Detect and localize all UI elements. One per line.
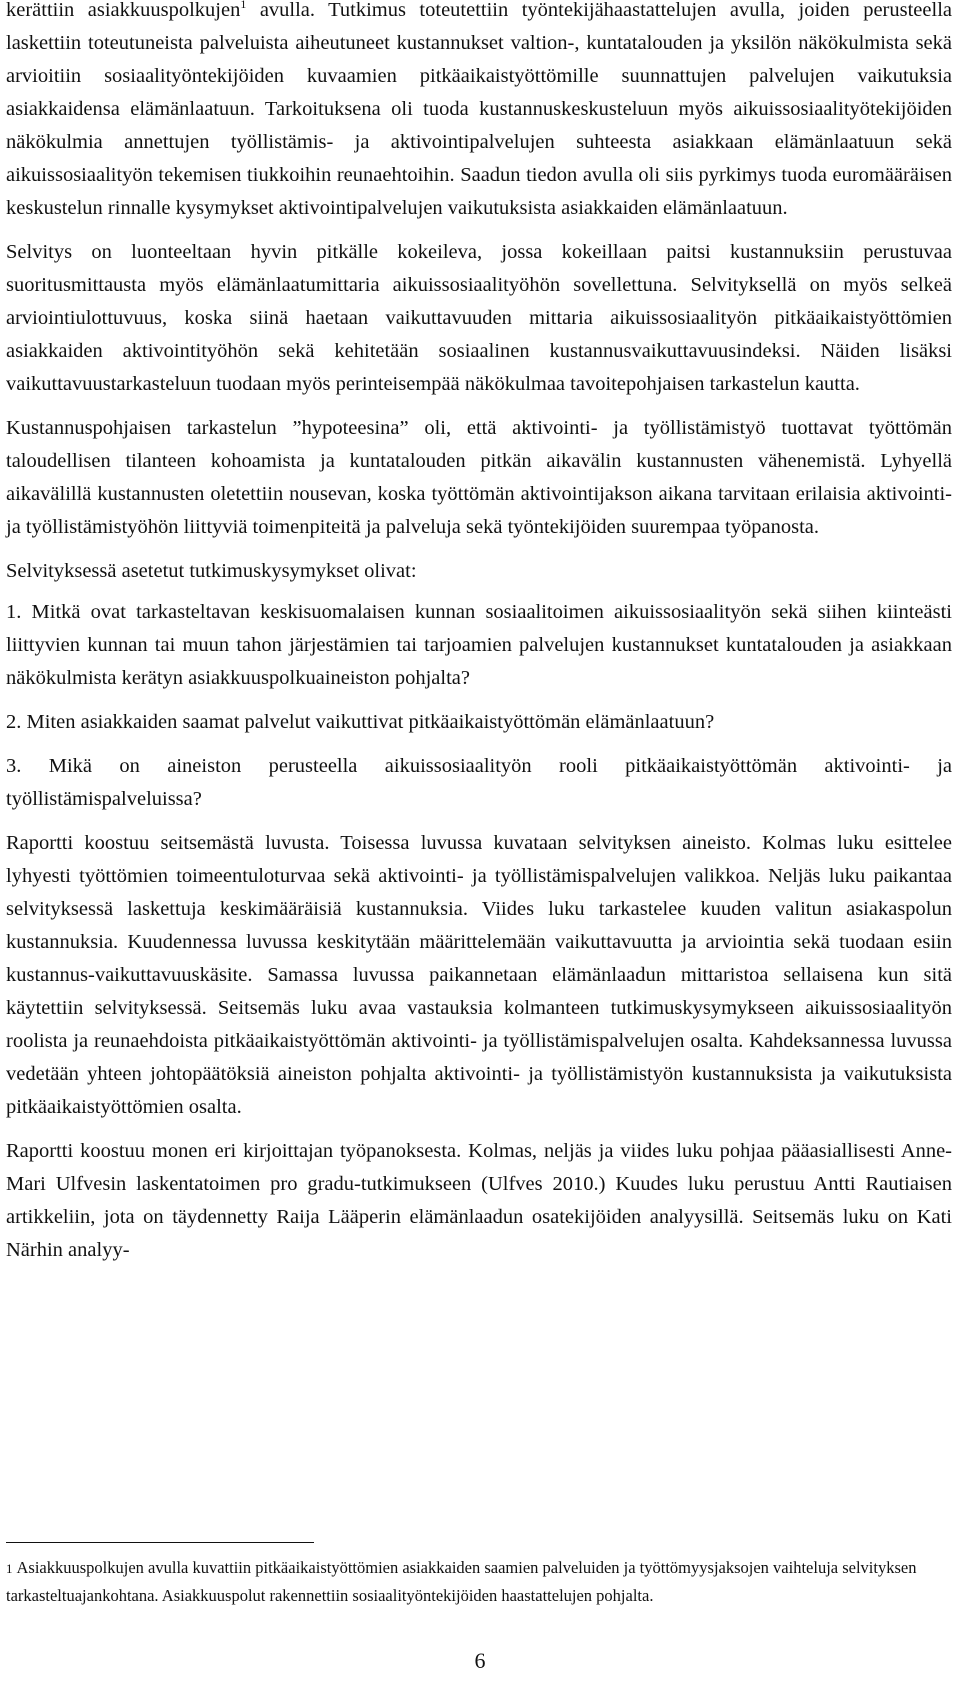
paragraph bbox=[6, 596, 952, 695]
footnote-separator bbox=[6, 1542, 314, 1543]
paragraph bbox=[6, 555, 952, 588]
page-number: 6 bbox=[474, 1648, 486, 1673]
paragraph-text: avulla. Tutkimus toteutettiin työntekijähaastattelujen avulla, joiden perusteella laskettiin toteutuneista palveluista aiheutuneet kustannukset valtion-, kuntatalouden ja yksilön näkökulmista sekä arvioitiin sosiaalityöntekijöiden kuvaamien pitkäaikaistyöttömille suunnattujen palvelujen vaikutuksia asiakkaidensa elämänlaatuun. Tarkoituksena oli tuoda kustannuskeskusteluun myös aikuissosiaalityötekijöiden näkökulmia annettujen työllistämis- ja aktivointipalvelujen suhteesta asiakkaan elämänlaatuun sekä aikuissosiaalityön tekemisen tiukkoihin reunaehtoihin. Saadun tiedon avulla oli siis pyrkimys tuoda euromääräisen keskustelun rinnalle kysymykset aktivointipalvelujen vaikutuksista asiakkaiden elämänlaatuun. bbox=[6, 0, 952, 219]
footnote bbox=[6, 1554, 952, 1609]
paragraph-text: 1. Mitkä ovat tarkasteltavan keskisuomalaisen kunnan sosiaalitoimen aikuissosiaalityön sekä siihen kiinteästi liittyvien kunnan tai muun tahon järjestämien tai tarjoamien palvelujen kustannukset kuntatalouden ja asiakkaan näkökulmista kerätyn asiakkuuspolkuaineiston pohjalta? bbox=[6, 601, 952, 689]
paragraph bbox=[6, 412, 952, 544]
paragraph-text: Kustannuspohjaisen tarkastelun ”hypoteesina” oli, että aktivointi- ja työllistämistyö tuottavat työttömän taloudellisen tilanteen kohoamista ja kuntatalouden pitkän aikavälin kustannusten vähenemistä. Lyhyellä aikavälillä kustannusten oletettiin nousevan, koska työttömän aktivointijakson aikana tarvitaan erilaisia aktivointi- ja työllistämistyöhön liittyviä toimenpiteitä ja palveluja sekä työntekijöiden suurempaa työpanosta. bbox=[6, 417, 952, 538]
paragraph bbox=[6, 236, 952, 401]
footnote-text: Asiakkuuspolkujen avulla kuvattiin pitkäaikaistyöttömien asiakkaiden saamien palveluiden ja työttömyysjaksojen vaihteluja selvityksen tarkasteltuajankohtana. Asiakkuuspolut rakennettiin sosiaalityöntekijöiden haastattelujen pohjalta. bbox=[6, 1558, 917, 1605]
paragraph-text: 2. Miten asiakkaiden saamat palvelut vaikuttivat pitkäaikaistyöttömän elämänlaatuun? bbox=[6, 711, 715, 733]
paragraph bbox=[6, 1135, 952, 1267]
body-text bbox=[6, 0, 952, 1278]
paragraph bbox=[6, 0, 952, 225]
paragraph-text: Selvityksessä asetetut tutkimuskysymykset olivat: bbox=[6, 560, 417, 582]
paragraph-text: Raportti koostuu seitsemästä luvusta. Toisessa luvussa kuvataan selvityksen aineisto. Kolmas luku esittelee lyhyesti työttömien toimeentuloturvaa sekä aktivointi- ja työllistämispalvelujen valikkoa. Neljäs luku paikantaa selvityksessä laskettuja keskimääräisiä kustannuksia. Viides luku tarkastelee kuuden valitun asiakaspolun kustannuksia. Kuudennessa luvussa keskitytään määrittelemään vaikuttavuutta ja arviointia sekä tuodaan esiin kustannus-vaikuttavuuskäsite. Samassa luvussa paikannetaan elämänlaadun mittaristoa sellaisena kun sitä käytettiin selvityksessä. Seitsemäs luku avaa vastauksia kolmanteen tutkimuskysymykseen aikuissosiaalityön roolista ja reunaehdoista pitkäaikaistyöttömän aktivointi- ja työllistämispalvelujen osalta. Kahdeksannessa luvussa vedetään yhteen johtopäätöksiä aineiston pohjalta aktivointi- ja työllistämistyön kustannuksista ja vaikutuksista pitkäaikaistyöttömien osalta. bbox=[6, 832, 952, 1118]
paragraph-text: kerättiin asiakkuuspolkujen bbox=[6, 0, 241, 21]
paragraph-text: Selvitys on luonteeltaan hyvin pitkälle kokeileva, jossa kokeillaan paitsi kustannuksiin perustuvaa suoritusmittausta myös elämänlaatumittaria aikuissosiaalityöhön sovellettuna. Selvityksellä on myös selkeä arviointiulottuvuus, koska siinä haetaan vaikuttavuuden mittaria aikuissosiaalityön pitkäaikaistyöttömien asiakkaiden aktivointityöhön sekä kehitetään sosiaalinen kustannusvaikuttavuusindeksi. Näiden lisäksi vaikuttavuustarkasteluun tuodaan myös perinteisempää näkökulmaa tavoitepohjaisen tarkastelun kautta. bbox=[6, 241, 952, 395]
paragraph bbox=[6, 827, 952, 1124]
paragraph-text: Raportti koostuu monen eri kirjoittajan työpanoksesta. Kolmas, neljäs ja viides luku pohjaa pääasiallisesti Anne-Mari Ulfvesin laskentatoimen pro gradu-tutkimukseen (Ulfves 2010.) Kuudes luku perustuu Antti Rautiaisen artikkeliin, jota on täydennetty Raija Lääperin elämänlaadun osatekijöiden analyysillä. Seitsemäs luku on Kati Närhin analyy- bbox=[6, 1140, 952, 1261]
paragraph bbox=[6, 750, 952, 816]
paragraph bbox=[6, 706, 952, 739]
footnote-reference: 1 bbox=[240, 0, 247, 12]
footnote-mark: 1 bbox=[6, 1561, 13, 1576]
paragraph-text: 3. Mikä on aineiston perusteella aikuissosiaalityön rooli pitkäaikaistyöttömän aktivointi- ja työllistämispalveluissa? bbox=[6, 755, 952, 810]
